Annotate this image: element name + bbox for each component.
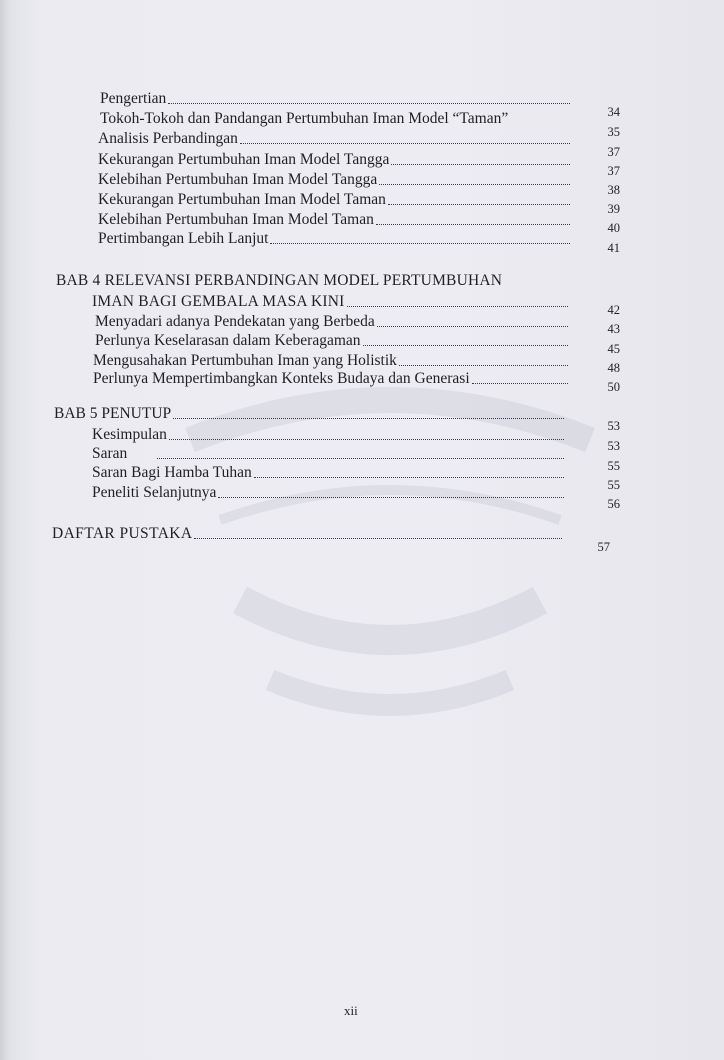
chapter-heading-bab4: BAB 4 RELEVANSI PERBANDINGAN MODEL PERTUMBUHAN [56, 272, 503, 289]
toc-entry [100, 110, 572, 128]
toc-entry-title: Saran [92, 445, 128, 462]
toc-entry [93, 352, 570, 370]
dot-leader [472, 383, 568, 384]
toc-entry-title: Perlunya Keselarasan dalam Keberagaman [95, 332, 361, 349]
toc-page-number: 35 [607, 125, 620, 139]
toc-entry-title: Mengusahakan Pertumbuhan Iman yang Holistik [93, 352, 397, 369]
toc-page-number: 53 [607, 439, 620, 453]
dot-leader [270, 243, 570, 244]
toc-entry-title: Perlunya Mempertimbangkan Konteks Budaya dan Generasi [93, 370, 470, 387]
toc-entry-title: Analisis Perbandingan [98, 130, 238, 147]
dot-leader [169, 439, 564, 440]
toc-page-number: 48 [607, 361, 620, 375]
toc-entry-title: Saran Bagi Hamba Tuhan [92, 464, 252, 481]
dot-leader [347, 306, 568, 307]
toc-entry [98, 171, 572, 189]
toc-page-number: 43 [607, 322, 620, 336]
toc-entry-title: Kesimpulan [92, 426, 167, 443]
dot-leader [376, 224, 570, 225]
toc-entry [92, 293, 570, 311]
toc-page-number: 39 [607, 202, 620, 216]
chapter-heading-bab4-line2: IMAN BAGI GEMBALA MASA KINI [92, 293, 345, 310]
toc-page-number: 57 [597, 540, 610, 554]
toc-entry [98, 230, 572, 248]
toc-entry [92, 445, 566, 463]
dot-leader [399, 365, 568, 366]
toc-entry [95, 313, 570, 331]
toc-entry-title: Pengertian [100, 90, 167, 107]
toc-page-number: 41 [607, 241, 620, 255]
toc-page-number: 42 [607, 303, 620, 317]
toc-entry-title: Pertimbangan Lebih Lanjut [98, 230, 269, 247]
toc-entry-title: Tokoh-Tokoh dan Pandangan Pertumbuhan Iman Model “Taman” [100, 110, 509, 127]
toc-page-number: 50 [607, 380, 620, 394]
toc-entry [54, 405, 566, 423]
dot-leader [388, 204, 570, 205]
toc-entry-title: Kekurangan Pertumbuhan Iman Model Taman [98, 191, 386, 208]
chapter-heading-bab5: BAB 5 PENUTUP [54, 405, 172, 422]
toc-page-number: 55 [607, 478, 620, 492]
dot-leader [168, 103, 570, 104]
toc-entry [95, 332, 570, 350]
toc-entry [52, 525, 564, 543]
toc-page-number: 37 [607, 164, 620, 178]
toc-entry [93, 370, 570, 388]
dot-leader [363, 345, 568, 346]
toc-entry [100, 90, 572, 108]
toc-entry-title: Kekurangan Pertumbuhan Iman Model Tangga [98, 151, 390, 168]
toc-entry-title: Kelebihan Pertumbuhan Iman Model Tangga [98, 171, 378, 188]
dot-leader [173, 418, 564, 419]
toc-page-number: 56 [607, 497, 620, 511]
dot-leader [391, 164, 570, 165]
toc-page-number: 53 [607, 419, 620, 433]
toc-entry-title: Menyadari adanya Pendekatan yang Berbeda [95, 313, 375, 330]
toc-entry [98, 130, 572, 148]
toc-entry-title: Peneliti Selanjutnya [92, 484, 217, 501]
toc-entry [98, 191, 572, 209]
toc-entry [98, 211, 572, 229]
toc-page-number: 38 [607, 183, 620, 197]
dot-leader [194, 538, 562, 539]
toc-entry [92, 484, 566, 502]
toc-entry-title: Kelebihan Pertumbuhan Iman Model Taman [98, 211, 374, 228]
toc-page-number: 40 [607, 221, 620, 235]
page-folio: xii [344, 1003, 358, 1018]
toc-page-number: 37 [607, 145, 620, 159]
dot-leader [379, 184, 570, 185]
toc-entry [92, 426, 566, 444]
bibliography-heading: DAFTAR PUSTAKA [52, 525, 193, 542]
toc-entry [98, 151, 572, 169]
dot-leader [157, 458, 564, 459]
toc-page-number: 45 [607, 342, 620, 356]
toc-page-number: 34 [607, 105, 620, 119]
toc-page-number: 55 [607, 459, 620, 473]
dot-leader [218, 497, 564, 498]
toc-entry [92, 464, 566, 482]
dot-leader [377, 326, 568, 327]
dot-leader [240, 143, 570, 144]
dot-leader [254, 477, 564, 478]
